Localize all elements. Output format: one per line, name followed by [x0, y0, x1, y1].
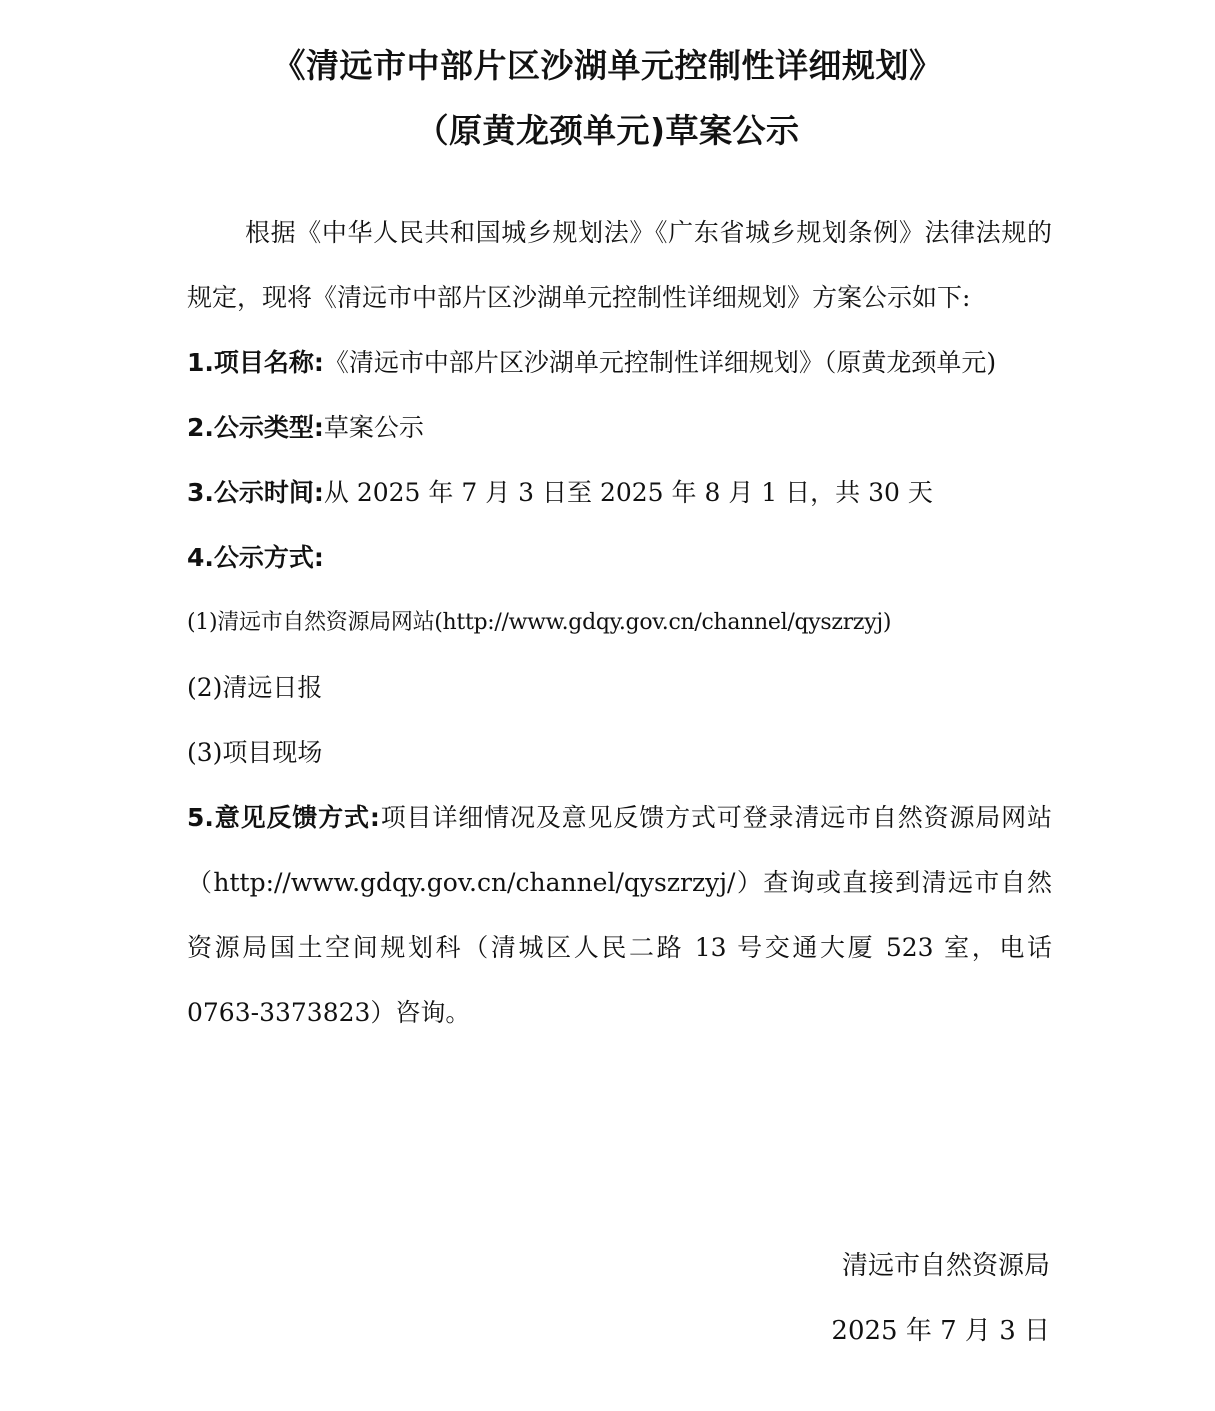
- document-title: 《清远市中部片区沙湖单元控制性详细规划》: [272, 46, 943, 85]
- item-label: 4.公示方式:: [187, 543, 324, 572]
- item-value: 从 2025 年 7 月 3 日至 2025 年 8 月 1 日，共 30 天: [323, 478, 933, 507]
- method-option-newspaper: (2)清远日报: [187, 673, 323, 702]
- method-option-site: (3)项目现场: [187, 738, 323, 767]
- item-label: 5.意见反馈方式:: [187, 803, 380, 832]
- item-feedback: [187, 785, 1052, 1045]
- item-label: 2.公示类型:: [187, 413, 324, 442]
- item-label: 1.项目名称:: [187, 348, 324, 377]
- item-value: 《清远市中部片区沙湖单元控制性详细规划》（原黄龙颈单元): [323, 348, 997, 377]
- signature-org: 清远市自然资源局: [841, 1251, 1050, 1281]
- item-label: 3.公示时间:: [187, 478, 324, 507]
- item-project-name: [187, 330, 1052, 395]
- item-notice-type: [187, 395, 1052, 460]
- item-value: 草案公示: [323, 413, 424, 442]
- item-value: 项目详细情况及意见反馈方式可登录清远市自然资源局网站（http://www.gdqy.gov.cn/channel/qyszrzyj/）查询或直接到清远市自然资源局国土空间规划科（清城区人民二路 13 号交通大厦 523 室，电话 0763-3373823）咨询。: [187, 803, 1052, 1027]
- notice-body: [187, 200, 1052, 1045]
- intro-paragraph: 根据《中华人民共和国城乡规划法》《广东省城乡规划条例》法律法规的规定，现将《清远市中部片区沙湖单元控制性详细规划》方案公示如下:: [187, 218, 1052, 312]
- method-option-website: (1)清远市自然资源局网站(http://www.gdqy.gov.cn/channel/qyszrzyj): [187, 610, 892, 635]
- document-subtitle: （原黄龙颈单元)草案公示: [415, 111, 800, 150]
- signature-date: 2025 年 7 月 3 日: [831, 1316, 1050, 1346]
- item-notice-method: [187, 525, 1052, 590]
- item-notice-time: [187, 460, 1052, 525]
